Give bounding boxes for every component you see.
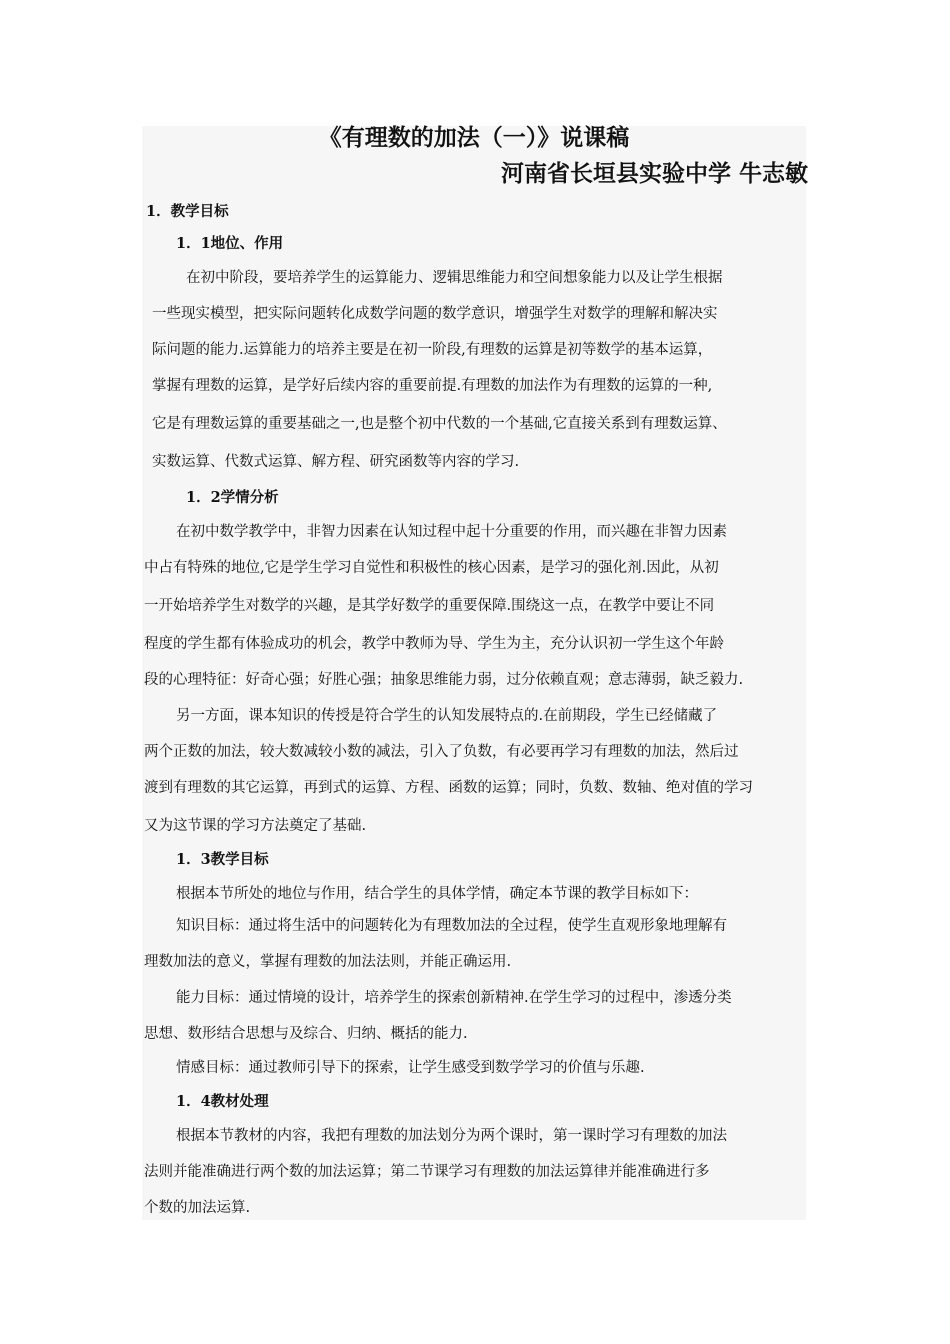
section-heading-teaching-goals: 1．教学目标	[146, 203, 229, 220]
paragraph-line: 中占有特殊的地位,它是学生学习自觉性和积极性的核心因素，是学习的强化剂.因此，从初	[144, 560, 719, 576]
paragraph-line: 根据本节所处的地位与作用，结合学生的具体学情，确定本节课的教学目标如下：	[176, 886, 698, 902]
document-author: 河南省长垣县实验中学 牛志敏	[500, 160, 808, 187]
section-heading-teaching-objectives: 1．3教学目标	[176, 851, 269, 868]
paragraph-line: 另一方面，课本知识的传授是符合学生的认知发展特点的.在前期段，学生已经储藏了	[176, 708, 718, 724]
paragraph-line: 际问题的能力.运算能力的培养主要是在初一阶段,有理数的运算是初等数学的基本运算，	[152, 342, 713, 358]
paragraph-line: 程度的学生都有体验成功的机会，教学中教师为导、学生为主，充分认识初一学生这个年龄	[144, 636, 724, 652]
document-title: 《有理数的加法（一）》说课稿	[318, 124, 630, 151]
paragraph-line: 法则并能准确进行两个数的加法运算；第二节课学习有理数的加法运算律并能准确进行多	[144, 1164, 710, 1180]
paragraph-line: 它是有理数运算的重要基础之一,也是整个初中代数的一个基础,它直接关系到有理数运算、	[152, 416, 727, 432]
paragraph-line: 两个正数的加法，较大数减较小数的减法，引入了负数，有必要再学习有理数的加法，然后过	[144, 744, 739, 760]
paragraph-line: 理数加法的意义，掌握有理数的加法法则，并能正确运用.	[144, 954, 512, 970]
paragraph-line: 实数运算、代数式运算、解方程、研究函数等内容的学习.	[152, 454, 520, 470]
paragraph-line: 个数的加法运算.	[144, 1200, 251, 1216]
paragraph-line: 一开始培养学生对数学的兴趣，是其学好数学的重要保障.围绕这一点，在教学中要让不同	[144, 598, 715, 614]
paragraph-line: 知识目标：通过将生活中的问题转化为有理数加法的全过程，使学生直观形象地理解有	[176, 918, 727, 934]
paragraph-line: 渡到有理数的其它运算，再到式的运算、方程、函数的运算；同时，负数、数轴、绝对值的学习	[144, 780, 753, 796]
section-heading-learner-analysis: 1．2学情分析	[186, 489, 279, 506]
paragraph-line: 一些现实模型，把实际问题转化成数学问题的数学意识，增强学生对数学的理解和解决实	[152, 306, 718, 322]
paragraph-line: 情感目标：通过教师引导下的探索，让学生感受到数学学习的价值与乐趣.	[176, 1060, 645, 1076]
paragraph-line: 掌握有理数的运算，是学好后续内容的重要前提.有理数的加法作为有理数的运算的一种,	[152, 378, 713, 394]
paragraph-line: 在初中数学教学中，非智力因素在认知过程中起十分重要的作用，而兴趣在非智力因素	[176, 524, 727, 540]
paragraph-line: 又为这节课的学习方法奠定了基础.	[144, 818, 367, 834]
section-heading-material-handling: 1．4教材处理	[176, 1093, 269, 1110]
paragraph-line: 段的心理特征：好奇心强；好胜心强；抽象思维能力弱，过分依赖直观；意志薄弱，缺乏毅力.	[144, 672, 744, 688]
paragraph-line: 思想、数形结合思想与及综合、归纳、概括的能力.	[144, 1026, 468, 1042]
paragraph-line: 根据本节教材的内容，我把有理数的加法划分为两个课时，第一课时学习有理数的加法	[176, 1128, 727, 1144]
paragraph-line: 能力目标：通过情境的设计，培养学生的探索创新精神.在学生学习的过程中，渗透分类	[176, 990, 732, 1006]
section-heading-position-role: 1．1地位、作用	[176, 235, 284, 252]
paragraph-line: 在初中阶段，要培养学生的运算能力、逻辑思维能力和空间想象能力以及让学生根据	[186, 270, 723, 286]
